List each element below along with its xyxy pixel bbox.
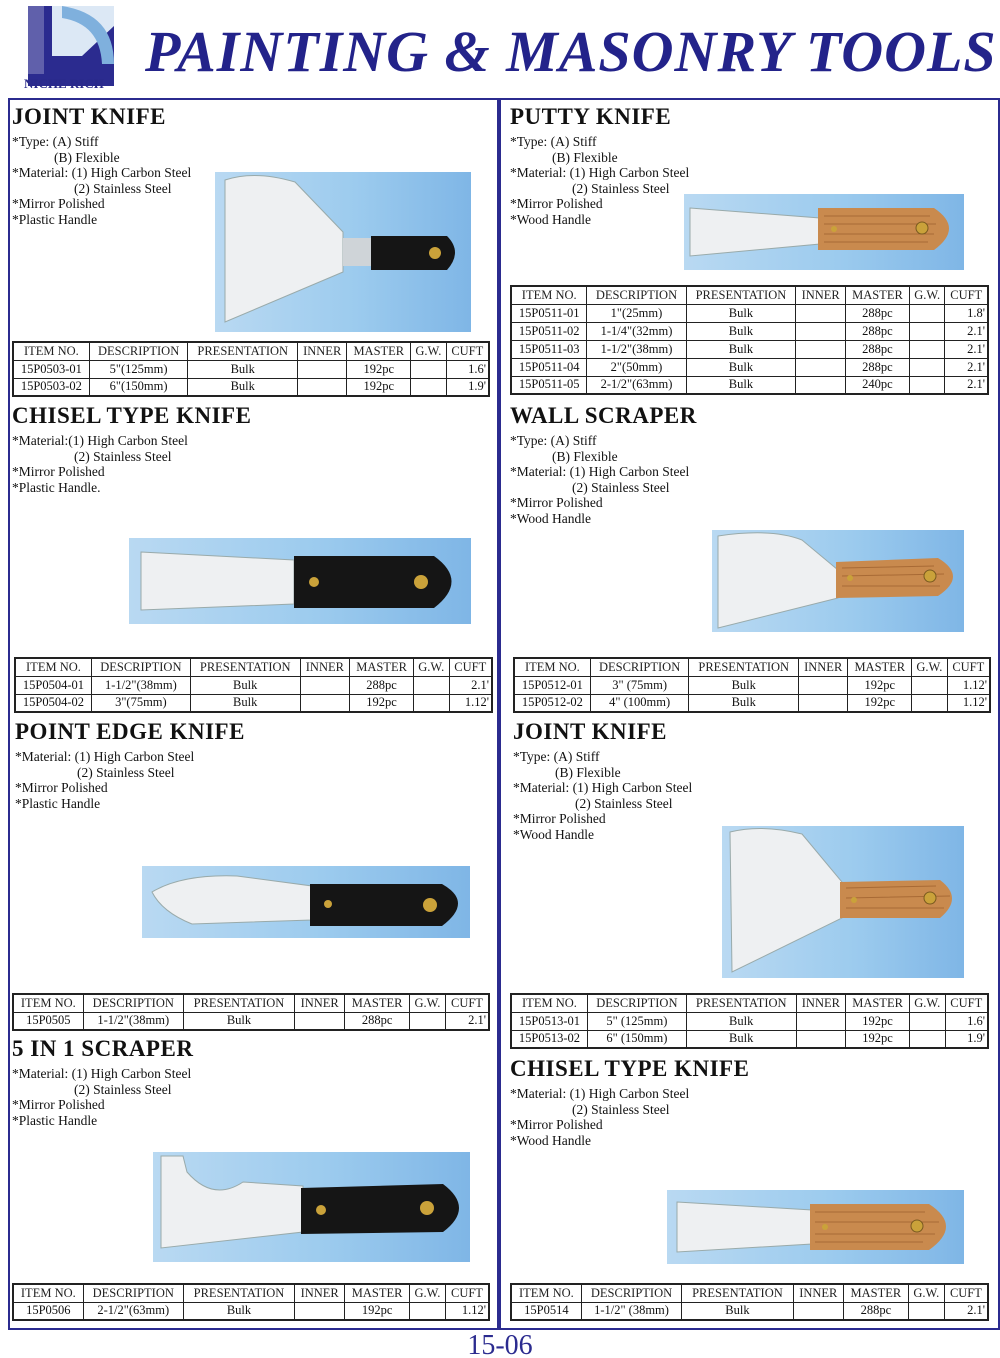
section-joint-knife-plastic — [12, 104, 191, 227]
section-title: POINT EDGE KNIFE — [15, 719, 245, 744]
cell: 4" (100mm) — [590, 694, 689, 712]
table-row — [514, 676, 990, 694]
section-title: JOINT KNIFE — [12, 104, 166, 129]
spec-table — [12, 993, 490, 1031]
spec-line: (B) Flexible — [552, 448, 618, 464]
section-title: JOINT KNIFE — [513, 719, 667, 744]
col-header: CUFT — [445, 1284, 489, 1302]
cell: 2.1' — [945, 340, 988, 358]
cell — [297, 360, 346, 378]
spec-list — [12, 1066, 193, 1128]
cell: 5"(125mm) — [89, 360, 188, 378]
col-header: G.W. — [912, 658, 947, 676]
cell: Bulk — [183, 1012, 294, 1030]
col-header: PRESENTATION — [183, 994, 294, 1012]
cell: 2.1' — [945, 322, 988, 340]
cell — [409, 1012, 445, 1030]
spec-list — [12, 433, 251, 495]
section-title: WALL SCRAPER — [510, 403, 697, 428]
cell — [793, 1302, 843, 1320]
cell: Bulk — [686, 304, 796, 322]
table-header-row — [511, 1284, 988, 1302]
spec-line: *Mirror Polished — [12, 196, 105, 211]
cell: Bulk — [686, 322, 796, 340]
cell: 15P0512-02 — [514, 694, 590, 712]
spec-line: (2) Stainless Steel — [74, 448, 172, 464]
cell: 6" (150mm) — [587, 1030, 686, 1048]
col-header: MASTER — [845, 286, 909, 304]
section-putty-knife — [510, 104, 689, 227]
col-header: INNER — [796, 286, 846, 304]
spec-line: *Wood Handle — [510, 1132, 592, 1148]
cell: 2.1' — [945, 358, 988, 376]
col-header: MASTER — [345, 1284, 410, 1302]
col-header: CUFT — [945, 994, 988, 1012]
cell — [796, 1012, 846, 1030]
table-header-row — [13, 994, 489, 1012]
table-row — [511, 1012, 988, 1030]
cell — [796, 376, 846, 394]
spec-line: *Mirror Polished — [15, 780, 108, 795]
joint-knife-image — [215, 172, 471, 332]
cell: Bulk — [689, 694, 799, 712]
cell: Bulk — [682, 1302, 793, 1320]
col-header: ITEM NO. — [13, 1284, 83, 1302]
table-row — [511, 304, 988, 322]
spec-line: (B) Flexible — [54, 149, 120, 165]
cell: 15P0514 — [511, 1302, 581, 1320]
col-header: DESCRIPTION — [590, 658, 689, 676]
col-header: ITEM NO. — [13, 994, 83, 1012]
col-header: PRESENTATION — [689, 658, 799, 676]
spec-line: (2) Stainless Steel — [572, 180, 670, 196]
cell: 15P0512-01 — [514, 676, 590, 694]
cell: 15P0511-01 — [511, 304, 587, 322]
col-header: PRESENTATION — [190, 658, 300, 676]
spec-line: *Mirror Polished — [510, 495, 603, 510]
cell — [910, 1030, 945, 1048]
cell — [908, 1302, 944, 1320]
cell: 1.9' — [945, 1030, 988, 1048]
cell: 15P0511-03 — [511, 340, 587, 358]
cell: 2-1/2"(63mm) — [587, 376, 686, 394]
cell — [411, 378, 446, 396]
table-row — [511, 1302, 988, 1320]
spec-line: *Mirror Polished — [12, 464, 105, 479]
spec-line: *Wood Handle — [513, 826, 595, 842]
table-row — [511, 358, 988, 376]
col-header: CUFT — [446, 342, 489, 360]
spec-list — [513, 749, 692, 842]
cell — [297, 378, 346, 396]
cell: Bulk — [686, 376, 796, 394]
cell: 288pc — [845, 322, 909, 340]
section-chisel-knife-wood — [510, 1056, 749, 1148]
cell: Bulk — [686, 1030, 796, 1048]
section-wall-scraper — [510, 403, 697, 526]
page-number: 15-06 — [467, 1330, 533, 1358]
spec-line: *Plastic Handle — [15, 795, 101, 811]
cell: Bulk — [686, 1012, 796, 1030]
spec-line: *Type: (A) Stiff — [12, 134, 99, 149]
cell: 1-1/2"(38mm) — [83, 1012, 183, 1030]
spec-line: *Mirror Polished — [510, 1117, 603, 1132]
cell: Bulk — [183, 1302, 294, 1320]
joint-knife-wood-image — [722, 826, 964, 978]
col-header: ITEM NO. — [511, 1284, 581, 1302]
cell — [798, 694, 847, 712]
col-header: DESCRIPTION — [91, 658, 190, 676]
spec-list — [510, 1086, 749, 1148]
cell — [912, 694, 947, 712]
spec-line: *Wood Handle — [510, 510, 592, 526]
cell: 15P0504-02 — [15, 694, 91, 712]
col-header: DESCRIPTION — [587, 994, 686, 1012]
cell — [414, 694, 449, 712]
section-chisel-knife-plastic — [12, 403, 251, 495]
cell — [796, 1030, 846, 1048]
col-header: ITEM NO. — [13, 342, 89, 360]
col-header: CUFT — [945, 286, 988, 304]
spec-line: *Wood Handle — [510, 211, 592, 227]
column-divider — [497, 98, 501, 1330]
cell: 15P0511-04 — [511, 358, 587, 376]
cell: 1"(25mm) — [587, 304, 686, 322]
col-header: CUFT — [445, 994, 489, 1012]
col-header: PRESENTATION — [686, 286, 796, 304]
table-row — [13, 1302, 489, 1320]
cell — [910, 1012, 945, 1030]
col-header: G.W. — [910, 994, 945, 1012]
spec-line: *Type: (A) Stiff — [513, 749, 600, 764]
cell: Bulk — [188, 378, 298, 396]
table-header-row — [15, 658, 492, 676]
cell: 1-1/2" (38mm) — [581, 1302, 681, 1320]
cell — [300, 676, 350, 694]
spec-line: *Material: (1) High Carbon Steel — [12, 165, 192, 180]
col-header: G.W. — [908, 1284, 944, 1302]
spec-line: (B) Flexible — [552, 149, 618, 165]
cell: Bulk — [686, 358, 796, 376]
col-header: ITEM NO. — [15, 658, 91, 676]
cell — [798, 676, 847, 694]
col-header: CUFT — [944, 1284, 988, 1302]
spec-line: *Type: (A) Stiff — [510, 433, 597, 448]
spec-line: *Plastic Handle — [12, 1112, 98, 1128]
cell: 3" (75mm) — [590, 676, 689, 694]
page-header — [0, 0, 1000, 98]
cell: Bulk — [190, 694, 300, 712]
point-edge-knife-image — [142, 866, 470, 938]
spec-table — [510, 993, 989, 1049]
spec-list — [15, 749, 245, 811]
col-header: DESCRIPTION — [83, 1284, 183, 1302]
col-header: MASTER — [345, 994, 410, 1012]
cell: 240pc — [845, 376, 909, 394]
col-header: INNER — [297, 342, 346, 360]
cell — [295, 1012, 345, 1030]
col-header: PRESENTATION — [686, 994, 796, 1012]
spec-table — [14, 657, 493, 713]
table-row — [511, 322, 988, 340]
5-in-1-scraper-image — [153, 1152, 470, 1262]
cell — [796, 304, 846, 322]
spec-line: (2) Stainless Steel — [575, 795, 673, 811]
cell — [909, 322, 945, 340]
table-row — [13, 1012, 489, 1030]
cell: 15P0513-02 — [511, 1030, 587, 1048]
spec-line: *Plastic Handle. — [12, 479, 101, 495]
table-header-row — [511, 286, 988, 304]
table-row — [13, 360, 489, 378]
table-row — [511, 376, 988, 394]
col-header: ITEM NO. — [511, 994, 587, 1012]
spec-line: *Plastic Handle — [12, 211, 98, 227]
spec-table — [513, 657, 991, 713]
col-header: INNER — [798, 658, 847, 676]
cell — [409, 1302, 445, 1320]
col-header: MASTER — [843, 1284, 908, 1302]
section-title: CHISEL TYPE KNIFE — [12, 403, 252, 428]
col-header: DESCRIPTION — [587, 286, 686, 304]
cell: 15P0506 — [13, 1302, 83, 1320]
joint-knife-wood-photo — [722, 826, 964, 978]
cell: 1.6' — [945, 1012, 988, 1030]
cell: 288pc — [350, 676, 414, 694]
cell: 1-1/4"(32mm) — [587, 322, 686, 340]
cell: 192pc — [848, 694, 912, 712]
cell: 15P0503-01 — [13, 360, 89, 378]
col-header: G.W. — [909, 286, 945, 304]
cell — [300, 694, 350, 712]
spec-line: *Material: (1) High Carbon Steel — [510, 464, 690, 479]
col-header: INNER — [295, 994, 345, 1012]
cell — [912, 676, 947, 694]
cell: 1.12' — [947, 694, 990, 712]
cell: 2.1' — [944, 1302, 988, 1320]
table-row — [15, 694, 492, 712]
col-header: INNER — [295, 1284, 345, 1302]
table-header-row — [13, 1284, 489, 1302]
cell: 2-1/2"(63mm) — [83, 1302, 183, 1320]
joint-knife-photo — [215, 172, 471, 332]
cell — [796, 358, 846, 376]
col-header: ITEM NO. — [514, 658, 590, 676]
col-header: PRESENTATION — [682, 1284, 793, 1302]
page-title: PAINTING & MASONRY TOOLS — [145, 19, 997, 84]
section-title: CHISEL TYPE KNIFE — [510, 1056, 750, 1081]
cell: Bulk — [689, 676, 799, 694]
spec-line: *Material: (1) High Carbon Steel — [510, 1086, 690, 1101]
cell: 6"(150mm) — [89, 378, 188, 396]
col-header: MASTER — [846, 994, 910, 1012]
col-header: INNER — [300, 658, 350, 676]
section-point-edge-knife — [15, 719, 245, 811]
cell — [909, 340, 945, 358]
spec-line: *Material: (1) High Carbon Steel — [12, 1066, 192, 1081]
spec-line: *Material:(1) High Carbon Steel — [12, 433, 188, 448]
spec-line: *Type: (A) Stiff — [510, 134, 597, 149]
col-header: G.W. — [409, 994, 445, 1012]
cell — [909, 358, 945, 376]
spec-line: (2) Stainless Steel — [74, 1081, 172, 1097]
cell: Bulk — [686, 340, 796, 358]
table-row — [514, 694, 990, 712]
cell — [909, 376, 945, 394]
col-header: PRESENTATION — [188, 342, 298, 360]
section-5-in-1-scraper — [12, 1036, 193, 1128]
spec-line: (2) Stainless Steel — [572, 1101, 670, 1117]
cell: 288pc — [845, 358, 909, 376]
spec-line: *Material: (1) High Carbon Steel — [510, 165, 690, 180]
col-header: G.W. — [414, 658, 449, 676]
cell: 15P0511-02 — [511, 322, 587, 340]
table-row — [511, 1030, 988, 1048]
cell: 192pc — [347, 360, 411, 378]
table-row — [15, 676, 492, 694]
cell: 1.12' — [445, 1302, 489, 1320]
cell: 15P0511-05 — [511, 376, 587, 394]
5-in-1-scraper-photo — [153, 1152, 470, 1262]
cell — [796, 322, 846, 340]
col-header: MASTER — [347, 342, 411, 360]
spec-line: (2) Stainless Steel — [77, 764, 175, 780]
section-joint-knife-wood — [513, 719, 692, 842]
col-header: G.W. — [411, 342, 446, 360]
cell: 15P0504-01 — [15, 676, 91, 694]
col-header: CUFT — [449, 658, 492, 676]
cell — [411, 360, 446, 378]
wall-scraper-photo — [712, 530, 964, 632]
point-edge-knife-photo — [142, 866, 470, 938]
cell: 2"(50mm) — [587, 358, 686, 376]
col-header: INNER — [796, 994, 846, 1012]
spec-line: *Material: (1) High Carbon Steel — [513, 780, 693, 795]
chisel-knife-wood-photo — [667, 1190, 964, 1264]
table-header-row — [514, 658, 990, 676]
cell: 1.9' — [446, 378, 489, 396]
chisel-knife-photo — [129, 538, 471, 624]
cell: 3"(75mm) — [91, 694, 190, 712]
cell: 192pc — [350, 694, 414, 712]
cell — [796, 340, 846, 358]
cell: 288pc — [845, 340, 909, 358]
cell: Bulk — [190, 676, 300, 694]
spec-table — [12, 1283, 490, 1321]
col-header: PRESENTATION — [183, 1284, 294, 1302]
cell: 15P0505 — [13, 1012, 83, 1030]
cell: 192pc — [345, 1302, 410, 1320]
cell: 288pc — [345, 1012, 410, 1030]
cell: 288pc — [843, 1302, 908, 1320]
table-row — [13, 378, 489, 396]
spec-list — [510, 433, 697, 526]
spec-table — [510, 1283, 989, 1321]
putty-knife-image — [684, 194, 964, 270]
spec-list — [510, 134, 689, 227]
spec-list — [12, 134, 191, 227]
cell: 192pc — [848, 676, 912, 694]
cell: 1.12' — [947, 676, 990, 694]
spec-line: *Mirror Polished — [513, 811, 606, 826]
cell: 2.1' — [445, 1012, 489, 1030]
col-header: MASTER — [350, 658, 414, 676]
spec-table — [12, 341, 490, 397]
spec-line: (2) Stainless Steel — [74, 180, 172, 196]
cell — [909, 304, 945, 322]
cell: 1-1/2"(38mm) — [91, 676, 190, 694]
cell: 2.1' — [945, 376, 988, 394]
chisel-knife-wood-image — [667, 1190, 964, 1264]
col-header: INNER — [793, 1284, 843, 1302]
cell: 1.8' — [945, 304, 988, 322]
spec-line: (B) Flexible — [555, 764, 621, 780]
col-header: DESCRIPTION — [83, 994, 183, 1012]
cell: 1.12' — [449, 694, 492, 712]
table-header-row — [511, 994, 988, 1012]
cell: 2.1' — [449, 676, 492, 694]
col-header: ITEM NO. — [511, 286, 587, 304]
wall-scraper-image — [712, 530, 964, 632]
col-header: DESCRIPTION — [581, 1284, 681, 1302]
table-row — [511, 340, 988, 358]
cell: 15P0513-01 — [511, 1012, 587, 1030]
cell: 192pc — [846, 1012, 910, 1030]
table-header-row — [13, 342, 489, 360]
spec-line: *Material: (1) High Carbon Steel — [15, 749, 195, 764]
col-header: MASTER — [848, 658, 912, 676]
spec-line: (2) Stainless Steel — [572, 479, 670, 495]
col-header: G.W. — [409, 1284, 445, 1302]
section-title: PUTTY KNIFE — [510, 104, 672, 129]
section-title: 5 IN 1 SCRAPER — [12, 1036, 194, 1061]
spec-table — [510, 285, 989, 395]
putty-knife-photo — [684, 194, 964, 270]
cell: 1-1/2"(38mm) — [587, 340, 686, 358]
cell: 5" (125mm) — [587, 1012, 686, 1030]
spec-line: *Mirror Polished — [510, 196, 603, 211]
cell: Bulk — [188, 360, 298, 378]
chisel-knife-image — [129, 538, 471, 624]
cell — [295, 1302, 345, 1320]
cell — [414, 676, 449, 694]
brand-name: NICHE RICH — [24, 76, 104, 91]
cell: 1.6' — [446, 360, 489, 378]
col-header: CUFT — [947, 658, 990, 676]
col-header: DESCRIPTION — [89, 342, 188, 360]
cell: 192pc — [846, 1030, 910, 1048]
content-frame — [8, 98, 1000, 1330]
cell: 288pc — [845, 304, 909, 322]
cell: 192pc — [347, 378, 411, 396]
cell: 15P0503-02 — [13, 378, 89, 396]
spec-line: *Mirror Polished — [12, 1097, 105, 1112]
